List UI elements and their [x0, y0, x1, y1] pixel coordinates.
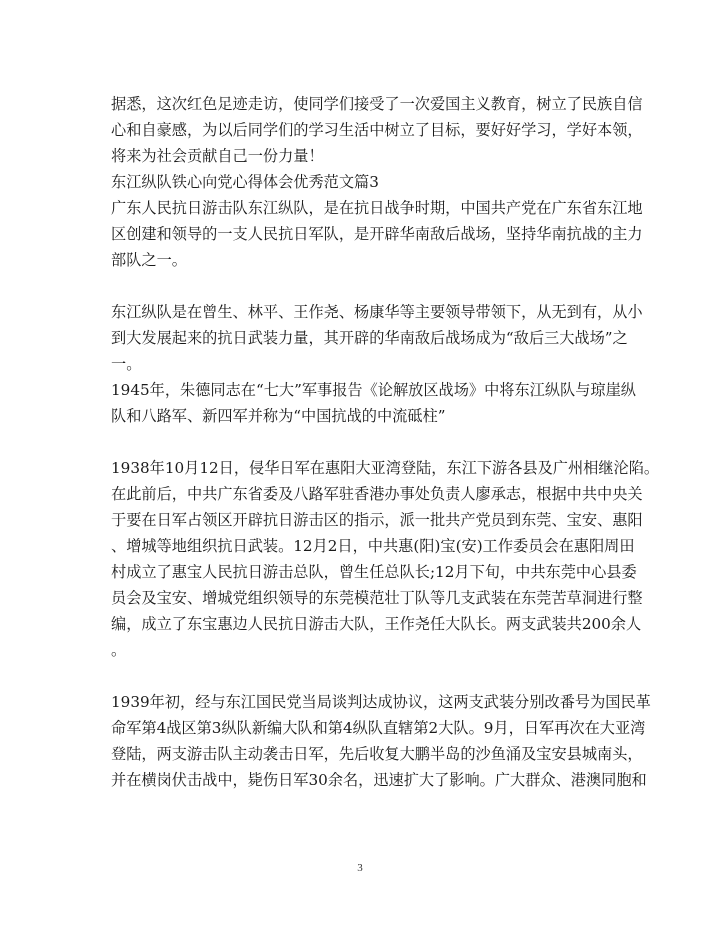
text-line: 编，成立了东宝惠边人民抗日游击大队，王作尧任大队长。两支武装共200余人	[111, 615, 642, 633]
text-line: 东江纵队是在曾生、林平、王作尧、杨康华等主要领导带领下，从无到有，从小	[111, 303, 643, 321]
text-line: 。	[111, 641, 127, 659]
text-line: 登陆，两支游击队主动袭击日军，先后收复大鹏半岛的沙鱼涌及宝安县城南头，	[111, 745, 643, 763]
section-heading: 东江纵队铁心向党心得体会优秀范文篇3	[111, 173, 379, 191]
text-line: 一。	[111, 355, 142, 373]
text-line: 命军第4战区第3纵队新编大队和第4纵队直辖第2大队。9月，日军再次在大亚湾	[111, 719, 646, 737]
text-line: 村成立了惠宝人民抗日游击总队，曾生任总队长;12月下旬，中共东莞中心县委	[111, 563, 637, 581]
text-line: 1945年，朱德同志在“七大”军事报告《论解放区战场》中将东江纵队与琼崖纵	[111, 381, 636, 399]
paragraph-1939	[111, 689, 651, 793]
text-line: 到大发展起来的抗日武装力量，其开辟的华南敌后战场成为“敌后三大战场”之	[111, 329, 628, 347]
text-line: 并在横岗伏击战中，毙伤日军30余名，迅速扩大了影响。广大群众、港澳同胞和	[111, 771, 647, 789]
text-line: 将来为社会贡献自己一份力量！	[111, 147, 324, 165]
text-line: 广东人民抗日游击队东江纵队，是在抗日战争时期，中国共产党在广东省东江地	[111, 199, 643, 217]
text-line: 1939年初，经与东江国民党当局谈判达成协议，这两支武装分别改番号为国民革	[111, 693, 651, 711]
paragraph-spacer	[111, 429, 607, 455]
paragraph-spacer	[111, 273, 607, 299]
text-line: 心和自豪感，为以后同学们的学习生活中树立了目标，要好好学习，学好本领，	[111, 121, 643, 139]
paragraph-1945	[111, 377, 636, 429]
text-line: 部队之一。	[111, 251, 187, 269]
paragraph-spacer	[111, 663, 607, 689]
text-line: 于要在日军占领区开辟抗日游击区的指示，派一批共产党员到东莞、宝安、惠阳	[111, 511, 643, 529]
page-number: 3	[357, 862, 363, 874]
text-line: 据悉，这次红色足迹走访，使同学们接受了一次爱国主义教育，树立了民族自信	[111, 95, 643, 113]
paragraph-1938	[111, 455, 660, 663]
paragraph-intro	[111, 195, 643, 273]
document-body	[111, 91, 660, 793]
paragraph-leadership	[111, 299, 643, 377]
text-line: 在此前后，中共广东省委及八路军驻香港办事处负责人廖承志，根据中共中央关	[111, 485, 643, 503]
text-line: 、增城等地组织抗日武装。12月2日，中共惠(阳)宝(安)工作委员会在惠阳周田	[111, 537, 635, 555]
text-line: 员会及宝安、增城党组织领导的东莞模范壮丁队等几支武装在东莞苦草洞进行整	[111, 589, 643, 607]
text-line: 队和八路军、新四军并称为“中国抗战的中流砥柱”	[111, 407, 446, 425]
text-line: 1938年10月12日，侵华日军在惠阳大亚湾登陆，东江下游各县及广州相继沦陷。	[111, 459, 660, 477]
text-line: 区创建和领导的一支人民抗日军队，是开辟华南敌后战场，坚持华南抗战的主力	[111, 225, 643, 243]
paragraph-closing-remarks	[111, 91, 643, 169]
